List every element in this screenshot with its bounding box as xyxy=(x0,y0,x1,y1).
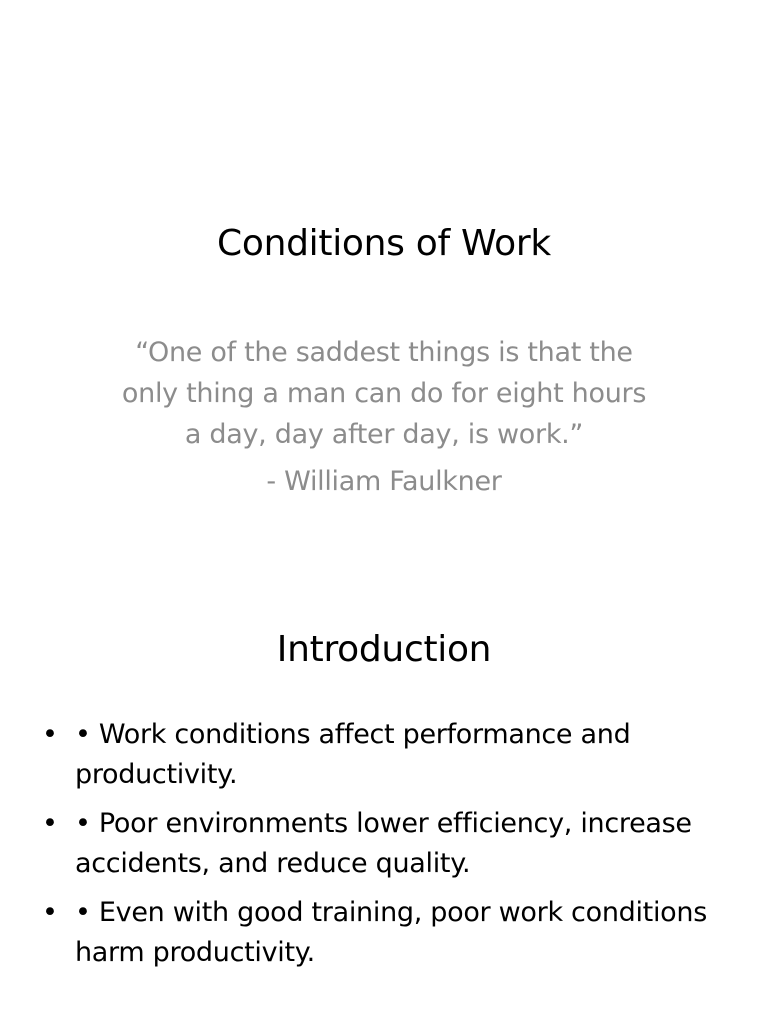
slide-title: Introduction xyxy=(276,629,492,670)
bullet-marker: • xyxy=(42,719,58,750)
quote-attribution: - William Faulkner xyxy=(266,466,502,497)
slide-title: Conditions of Work xyxy=(217,223,551,264)
bullet-text: • Work conditions affect performance and productivity. xyxy=(75,719,631,790)
bullet-marker: • xyxy=(42,897,58,928)
bullet-text: • Poor environments lower efficiency, increase accidents, and reduce quality. xyxy=(75,808,692,879)
bullet-text: • Even with good training, poor work conditions harm productivity. xyxy=(75,897,707,968)
quote-text: “One of the saddest things is that the only thing a man can do for eight hours a day, day after day, is work.” xyxy=(121,337,647,450)
list-item xyxy=(42,804,742,884)
bullet-marker: • xyxy=(42,808,58,839)
quote-block xyxy=(110,332,658,502)
list-item xyxy=(42,893,742,973)
bullet-list xyxy=(42,715,742,982)
introduction-slide xyxy=(0,576,768,1024)
list-item xyxy=(42,715,742,795)
